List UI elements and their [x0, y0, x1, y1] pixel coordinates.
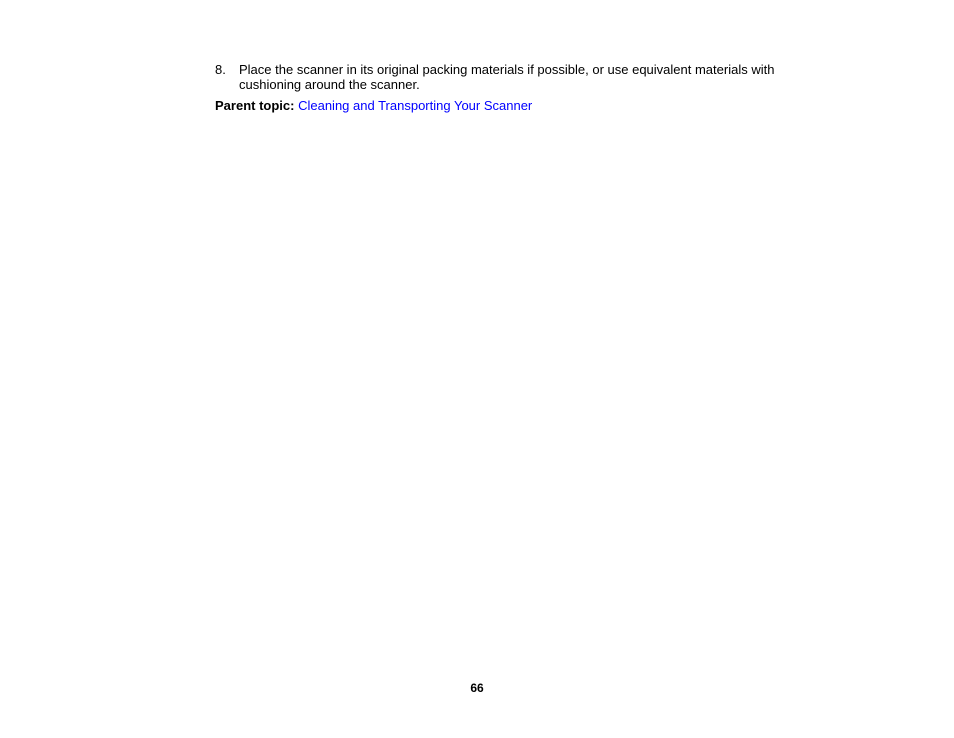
parent-topic-link[interactable]: Cleaning and Transporting Your Scanner [298, 98, 533, 113]
parent-topic-label: Parent topic: [215, 98, 295, 113]
step-text: Place the scanner in its original packing materials if possible, or use equivalent materials with cushioning around the scanner. [239, 62, 775, 92]
page-number: 66 [470, 681, 484, 695]
step-number: 8. [215, 62, 226, 77]
parent-topic [215, 98, 532, 113]
step-item-8 [215, 62, 815, 92]
